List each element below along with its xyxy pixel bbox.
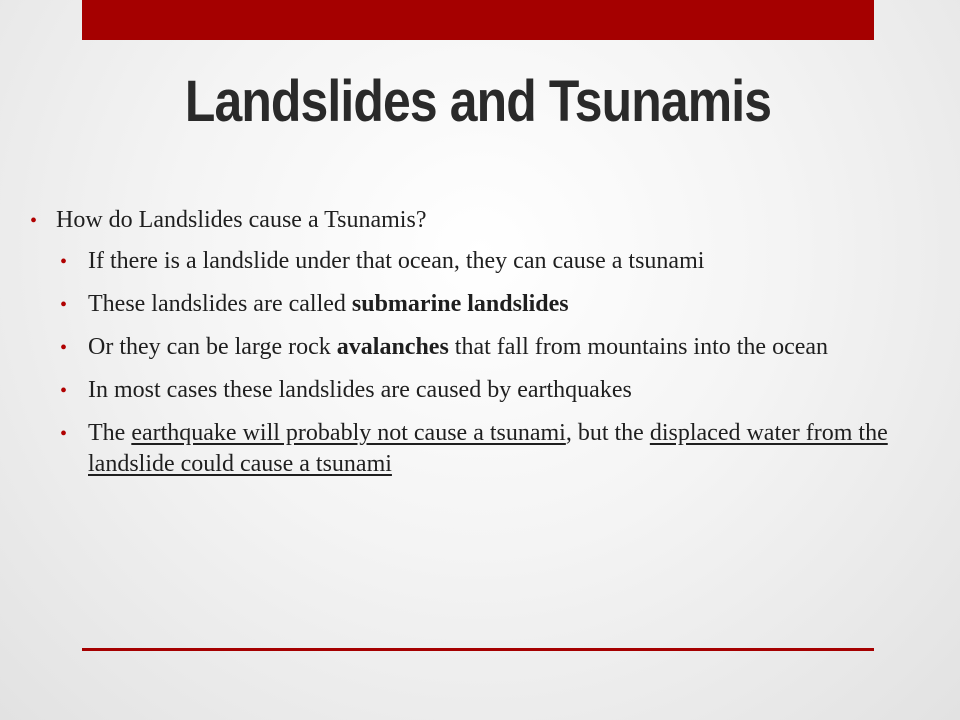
point-3-text-pre: Or they can be large rock bbox=[88, 334, 337, 360]
bullet-dot-icon: • bbox=[60, 251, 68, 273]
bullet-dot-icon: • bbox=[60, 294, 68, 316]
point-4-text: In most cases these landslides are caused by earthquakes bbox=[88, 377, 632, 403]
bottom-accent-rule bbox=[82, 648, 874, 651]
top-accent-bar bbox=[82, 0, 874, 40]
point-2-bold: submarine landslides bbox=[351, 291, 569, 317]
slide-body bbox=[30, 205, 890, 492]
question-text: How do Landslides cause a Tsunamis? bbox=[56, 207, 427, 233]
bullet-point-5 bbox=[30, 418, 890, 480]
point-3-text-post: that fall from mountains into the ocean bbox=[448, 334, 829, 360]
point-2-text: These landslides are called bbox=[88, 291, 352, 317]
bullet-point-4 bbox=[30, 375, 890, 406]
bullet-dot-icon: • bbox=[30, 210, 38, 232]
bullet-dot-icon: • bbox=[60, 337, 68, 359]
bullet-point-2 bbox=[30, 289, 890, 320]
point-3-bold: avalanches bbox=[336, 334, 449, 360]
point-5-text-mid: , but the bbox=[565, 420, 650, 446]
point-5-text-pre: The bbox=[88, 420, 132, 446]
point-1-text: If there is a landslide under that ocean, they can cause a tsunami bbox=[88, 248, 705, 274]
point-5-underline-1: earthquake will probably not cause a tsunami bbox=[131, 420, 566, 446]
slide-title: Landslides and Tsunamis bbox=[184, 69, 772, 134]
bullet-point-3 bbox=[30, 332, 890, 363]
bullet-dot-icon: • bbox=[60, 380, 68, 402]
bullet-point-1 bbox=[30, 246, 890, 277]
point-5-underline-2: displaced water from the landslide could cause a tsunami bbox=[88, 420, 888, 477]
bullet-dot-icon: • bbox=[60, 423, 68, 445]
bullet-question bbox=[30, 205, 890, 236]
